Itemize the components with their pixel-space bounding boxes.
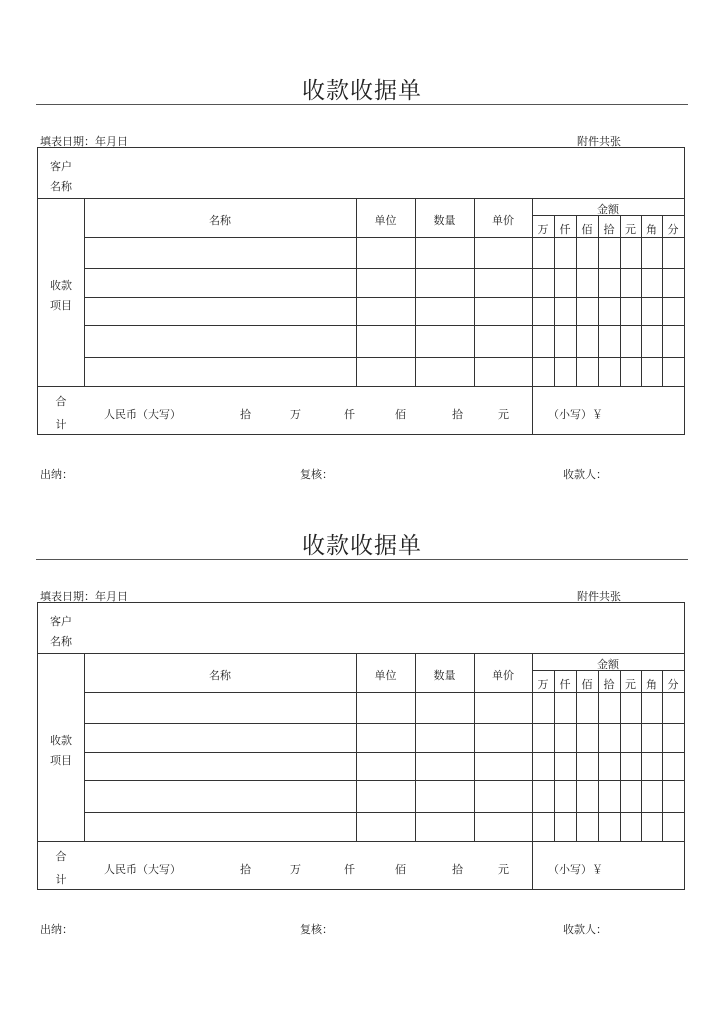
attachment-count-field[interactable]: 附件共张 (577, 135, 621, 148)
title-rule (36, 104, 688, 105)
uppercase-unit: 元 (498, 408, 509, 421)
digit-header: 万 (537, 678, 549, 691)
column-header-amount: 金额 (597, 203, 619, 216)
reviewer-field[interactable]: 复核： (300, 468, 333, 481)
uppercase-unit: 拾 (452, 863, 463, 876)
items-label: 收款 (50, 279, 72, 292)
customer-label: 名称 (50, 180, 72, 193)
column-header-name: 名称 (209, 214, 231, 227)
total-label: 合 (55, 850, 67, 863)
digit-header: 元 (625, 678, 636, 691)
rmb-uppercase-label: 人民币（大写） (104, 408, 181, 421)
receipt-table (37, 602, 685, 890)
digit-column-divider (598, 215, 599, 386)
customer-label: 客户 (50, 160, 72, 173)
items-label: 项目 (50, 754, 72, 767)
item-row-line (84, 297, 684, 298)
item-row-line (84, 723, 684, 724)
uppercase-unit: 仟 (344, 408, 355, 421)
receipt-form (0, 0, 724, 481)
digit-header: 佰 (581, 678, 593, 691)
digit-header: 拾 (603, 678, 615, 691)
column-header-unit: 单位 (374, 214, 397, 227)
uppercase-unit: 拾 (452, 408, 463, 421)
column-header-price: 单价 (492, 214, 514, 227)
header-row-divider (84, 237, 684, 238)
item-row-line (84, 268, 684, 269)
uppercase-unit: 拾 (240, 408, 251, 421)
digit-column-divider (576, 670, 577, 841)
column-header-amount: 金额 (597, 658, 619, 671)
receipt-table (37, 147, 685, 435)
digit-column-divider (620, 215, 621, 386)
item-row-line (84, 357, 684, 358)
customer-row-divider (38, 653, 684, 654)
item-row-line (84, 812, 684, 813)
payee-field[interactable]: 收款人： (563, 923, 607, 936)
fill-date-field[interactable]: 填表日期：年月日 (40, 135, 128, 148)
header-row-divider (84, 692, 684, 693)
digit-header: 仟 (559, 678, 571, 691)
title-rule (36, 559, 688, 560)
digit-header: 仟 (559, 223, 571, 236)
items-label: 收款 (50, 734, 72, 747)
form-title: 收款收据单 (302, 533, 422, 559)
customer-name-input[interactable] (85, 604, 683, 652)
receipt-form (0, 455, 724, 936)
uppercase-unit: 佰 (395, 863, 406, 876)
digit-header: 角 (646, 678, 657, 691)
digit-header: 元 (625, 223, 636, 236)
digit-column-divider (576, 215, 577, 386)
uppercase-unit: 万 (290, 408, 301, 421)
column-header-price: 单价 (492, 669, 514, 682)
column-header-name: 名称 (209, 669, 231, 682)
fill-date-field[interactable]: 填表日期：年月日 (40, 590, 128, 603)
total-row-divider (38, 841, 684, 842)
total-label: 计 (55, 873, 67, 886)
digit-header: 万 (537, 223, 549, 236)
uppercase-unit: 拾 (240, 863, 251, 876)
total-label: 合 (55, 395, 67, 408)
digit-header: 拾 (603, 223, 615, 236)
customer-label: 名称 (50, 635, 72, 648)
attachment-count-field[interactable]: 附件共张 (577, 590, 621, 603)
rmb-uppercase-label: 人民币（大写） (104, 863, 181, 876)
uppercase-unit: 元 (498, 863, 509, 876)
digit-column-divider (641, 215, 642, 386)
total-label: 计 (55, 418, 67, 431)
digit-header: 分 (667, 223, 679, 236)
customer-label: 客户 (50, 615, 72, 628)
customer-name-input[interactable] (85, 149, 683, 197)
digit-header: 角 (646, 223, 657, 236)
column-header-unit: 单位 (374, 669, 397, 682)
digit-column-divider (598, 670, 599, 841)
total-row-divider (38, 386, 684, 387)
item-row-line (84, 780, 684, 781)
cashier-field[interactable]: 出纳： (40, 468, 73, 481)
digit-header: 佰 (581, 223, 593, 236)
digit-column-divider (620, 670, 621, 841)
item-row-line (84, 752, 684, 753)
column-header-qty: 数量 (433, 669, 456, 682)
lowercase-amount-label: （小写）￥ (548, 863, 603, 876)
uppercase-unit: 万 (290, 863, 301, 876)
item-row-line (84, 325, 684, 326)
cashier-field[interactable]: 出纳： (40, 923, 73, 936)
column-header-qty: 数量 (433, 214, 456, 227)
form-title: 收款收据单 (302, 78, 422, 104)
digit-column-divider (641, 670, 642, 841)
reviewer-field[interactable]: 复核： (300, 923, 333, 936)
digit-column-divider (554, 670, 555, 841)
digit-column-divider (662, 215, 663, 386)
digit-column-divider (554, 215, 555, 386)
uppercase-unit: 佰 (395, 408, 406, 421)
lowercase-amount-label: （小写）￥ (548, 408, 603, 421)
uppercase-unit: 仟 (344, 863, 355, 876)
customer-row-divider (38, 198, 684, 199)
payee-field[interactable]: 收款人： (563, 468, 607, 481)
items-label: 项目 (50, 299, 72, 312)
digit-header: 分 (667, 678, 679, 691)
digit-column-divider (662, 670, 663, 841)
